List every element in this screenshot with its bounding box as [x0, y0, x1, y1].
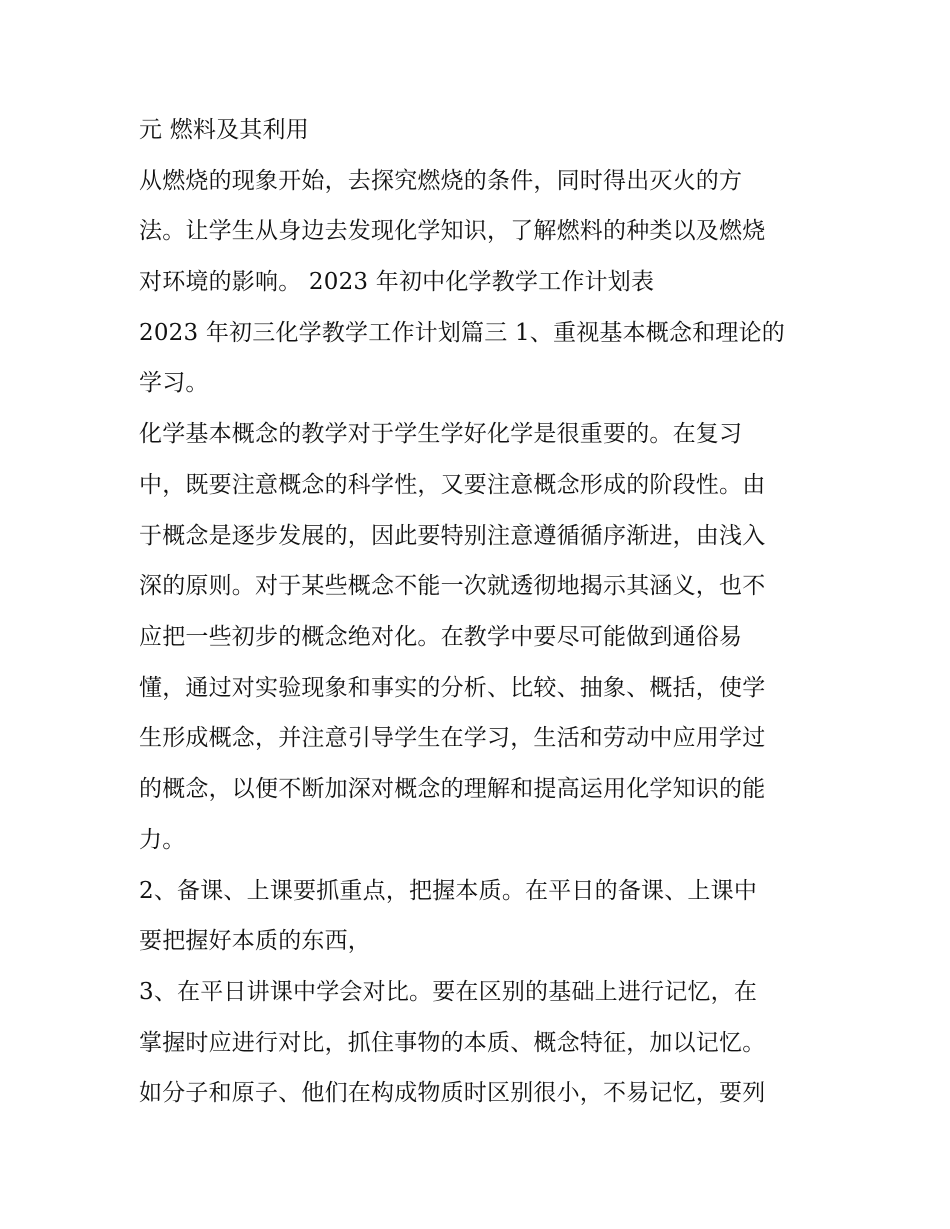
text-line: 2023 年初三化学教学工作计划篇三 1、重视基本概念和理论的	[139, 320, 785, 346]
text-line: 掌握时应进行对比，抓住事物的本质、概念特征，加以记忆。	[139, 1030, 766, 1056]
text-line: 懂，通过对实验现象和事实的分析、比较、抽象、概括，使学	[139, 675, 766, 701]
text-line: 力。	[139, 827, 186, 853]
text-line: 生形成概念，并注意引导学生在学习，生活和劳动中应用学过	[139, 725, 766, 751]
text-line: 于概念是逐步发展的，因此要特别注意遵循循序渐进，由浅入	[139, 523, 766, 549]
text-line: 对环境的影响。 2023 年初中化学教学工作计划表	[139, 269, 655, 295]
text-line: 2、备课、上课要抓重点，把握本质。在平日的备课、上课中	[139, 878, 758, 904]
text-line: 深的原则。对于某些概念不能一次就透彻地揭示其涵义，也不	[139, 573, 766, 599]
text-line: 要把握好本质的东西，	[139, 928, 371, 954]
text-line: 如分子和原子、他们在构成物质时区别很小，不易记忆，要列	[139, 1080, 766, 1106]
text-line: 应把一些初步的概念绝对化。在教学中要尽可能做到通俗易	[139, 624, 743, 650]
text-line: 的概念，以便不断加深对概念的理解和提高运用化学知识的能	[139, 776, 766, 802]
text-line: 元 燃料及其利用	[139, 117, 309, 143]
text-line: 学习。	[139, 370, 209, 396]
text-line: 法。让学生从身边去发现化学知识，了解燃料的种类以及燃烧	[139, 218, 766, 244]
text-line: 化学基本概念的教学对于学生学好化学是很重要的。在复习	[139, 421, 743, 447]
text-line: 从燃烧的现象开始，去探究燃烧的条件，同时得出灭火的方	[139, 168, 743, 194]
text-line: 3、在平日讲课中学会对比。要在区别的基础上进行记忆，在	[139, 979, 758, 1005]
text-line: 中，既要注意概念的科学性，又要注意概念形成的阶段性。由	[139, 472, 766, 498]
